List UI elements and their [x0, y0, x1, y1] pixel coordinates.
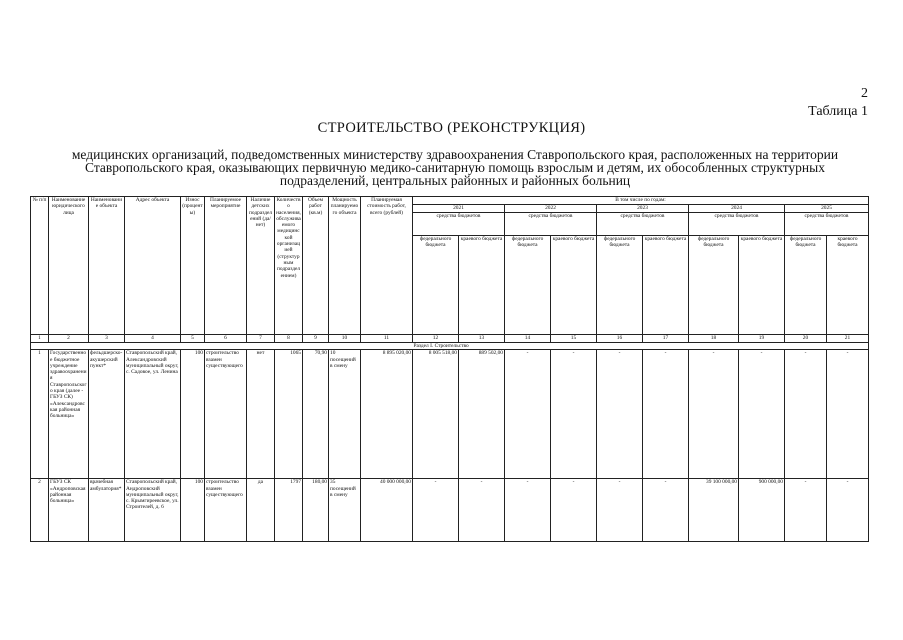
- column-number: 14: [505, 335, 551, 343]
- budget-cell: -: [413, 479, 459, 542]
- page-number: 2: [861, 86, 868, 101]
- column-number: 5: [181, 335, 205, 343]
- cost-value: 40 000 000,00: [361, 479, 413, 542]
- header-cell: Планируемое мероприятие: [205, 197, 247, 335]
- column-number: 3: [89, 335, 125, 343]
- column-number: 7: [247, 335, 275, 343]
- year-header: 2022: [505, 205, 597, 213]
- column-number: 1: [31, 335, 49, 343]
- entity-name: ГБУЗ СК «Андроповская районная больница»: [49, 479, 89, 542]
- column-number: 9: [303, 335, 329, 343]
- table-label: Таблица 1: [808, 104, 868, 119]
- regional-header: краевого бюджета: [827, 236, 869, 335]
- column-number: 8: [275, 335, 303, 343]
- budget-funds-header: средства бюджетов: [597, 213, 689, 236]
- years-group-header: В том числе по годам:: [413, 197, 869, 205]
- column-number: 19: [739, 335, 785, 343]
- column-number: 21: [827, 335, 869, 343]
- budget-funds-header: средства бюджетов: [689, 213, 785, 236]
- object-address: Ставропольский край, Александровский муниципальный округ, с. Садовое, ул. Ленина: [125, 350, 181, 479]
- federal-header: федерального бюджета: [689, 236, 739, 335]
- volume-value: 70,90: [303, 350, 329, 479]
- budget-cell: -: [785, 350, 827, 479]
- federal-header: федерального бюджета: [413, 236, 459, 335]
- table-row: [31, 479, 869, 542]
- header-cell: Наименование объекта: [89, 197, 125, 335]
- wear-value: 100: [181, 479, 205, 542]
- document-subtitle: медицинских организаций, подведомственных министерству здравоохранения Ставропольского края, расположенных на территории Ставропольского края, оказывающих первичную медико-санитарную помощь взрослым и детям, их обособленных структурных подразделений, центральных районных и районных больниц: [71, 147, 839, 188]
- object-name: врачебная амбулатория*: [89, 479, 125, 542]
- row-number: 2: [31, 479, 49, 542]
- budget-funds-header: средства бюджетов: [413, 213, 505, 236]
- column-number: 13: [459, 335, 505, 343]
- budget-cell: 900 000,00: [739, 479, 785, 542]
- column-number: 12: [413, 335, 459, 343]
- column-number: 2: [49, 335, 89, 343]
- regional-header: краевого бюджета: [643, 236, 689, 335]
- column-number: 10: [329, 335, 361, 343]
- object-address: Ставропольский край, Андроповский муниципальный округ, с. Крымгиреевское, ул. Строителей, д. 6: [125, 479, 181, 542]
- capacity-value: 35 посещений в смену: [329, 479, 361, 542]
- volume-value: 180,00: [303, 479, 329, 542]
- header-row-1: [31, 197, 869, 205]
- year-header: 2021: [413, 205, 505, 213]
- budget-cell: -: [551, 350, 597, 479]
- object-name: фельдшерско-акушерский пункт*: [89, 350, 125, 479]
- budget-cell: -: [597, 479, 643, 542]
- budget-cell: -: [505, 479, 551, 542]
- row-number: 1: [31, 350, 49, 479]
- budget-cell: 8 005 518,00: [413, 350, 459, 479]
- column-number: 6: [205, 335, 247, 343]
- year-header: 2024: [689, 205, 785, 213]
- budget-cell: -: [597, 350, 643, 479]
- children-units: да: [247, 479, 275, 542]
- header-cell: Износ (проценты): [181, 197, 205, 335]
- section-spacer: [31, 343, 413, 350]
- cost-value: 8 895 020,00: [361, 350, 413, 479]
- section-title: Раздел I. Строительство: [413, 343, 869, 350]
- capacity-value: 10 посещений в смену: [329, 350, 361, 479]
- column-number: 16: [597, 335, 643, 343]
- column-number: 15: [551, 335, 597, 343]
- column-number: 18: [689, 335, 739, 343]
- column-number: 11: [361, 335, 413, 343]
- budget-cell: -: [827, 479, 869, 542]
- column-number: 4: [125, 335, 181, 343]
- construction-table: [30, 196, 869, 542]
- header-cell: Планируемая стоимость работ, всего (рублей): [361, 197, 413, 335]
- budget-cell: -: [643, 350, 689, 479]
- regional-header: краевого бюджета: [739, 236, 785, 335]
- table-row: [31, 350, 869, 479]
- budget-cell: 39 100 000,00: [689, 479, 739, 542]
- header-cell: № п/п: [31, 197, 49, 335]
- header-cell: Наименование юридического лица: [49, 197, 89, 335]
- population-value: 1797: [275, 479, 303, 542]
- header-cell: Мощность планируемого объекта: [329, 197, 361, 335]
- budget-funds-header: средства бюджетов: [785, 213, 869, 236]
- year-header: 2023: [597, 205, 689, 213]
- federal-header: федерального бюджета: [505, 236, 551, 335]
- document-title: СТРОИТЕЛЬСТВО (РЕКОНСТРУКЦИЯ): [317, 120, 586, 136]
- budget-cell: 889 502,00: [459, 350, 505, 479]
- planned-activity: строительство взамен существующего: [205, 350, 247, 479]
- column-number: 20: [785, 335, 827, 343]
- budget-cell: -: [785, 479, 827, 542]
- budget-cell: -: [739, 350, 785, 479]
- regional-header: краевого бюджета: [551, 236, 597, 335]
- children-units: нет: [247, 350, 275, 479]
- budget-cell: -: [827, 350, 869, 479]
- entity-name: Государственное бюджетное учреждение здравоохранения Ставропольского края (далее - ГБУЗ СК) «Александровская районная больница»: [49, 350, 89, 479]
- federal-header: федерального бюджета: [597, 236, 643, 335]
- column-numbers-row: [31, 335, 869, 343]
- header-cell: Наличие детских подразделений (да/нет): [247, 197, 275, 335]
- column-number: 17: [643, 335, 689, 343]
- planned-activity: строительство взамен существующего: [205, 479, 247, 542]
- budget-cell: -: [689, 350, 739, 479]
- population-value: 1065: [275, 350, 303, 479]
- year-header: 2025: [785, 205, 869, 213]
- budget-cell: -: [551, 479, 597, 542]
- wear-value: 100: [181, 350, 205, 479]
- section-row: [31, 343, 869, 350]
- header-cell: Количество населения, обслуживаемого медицинской организацией (структурным подразделением): [275, 197, 303, 335]
- header-cell: Объем работ (кв.м): [303, 197, 329, 335]
- regional-header: краевого бюджета: [459, 236, 505, 335]
- header-cell: Адрес объекта: [125, 197, 181, 335]
- federal-header: федерального бюджета: [785, 236, 827, 335]
- budget-cell: -: [459, 479, 505, 542]
- budget-cell: -: [643, 479, 689, 542]
- budget-cell: -: [505, 350, 551, 479]
- budget-funds-header: средства бюджетов: [505, 213, 597, 236]
